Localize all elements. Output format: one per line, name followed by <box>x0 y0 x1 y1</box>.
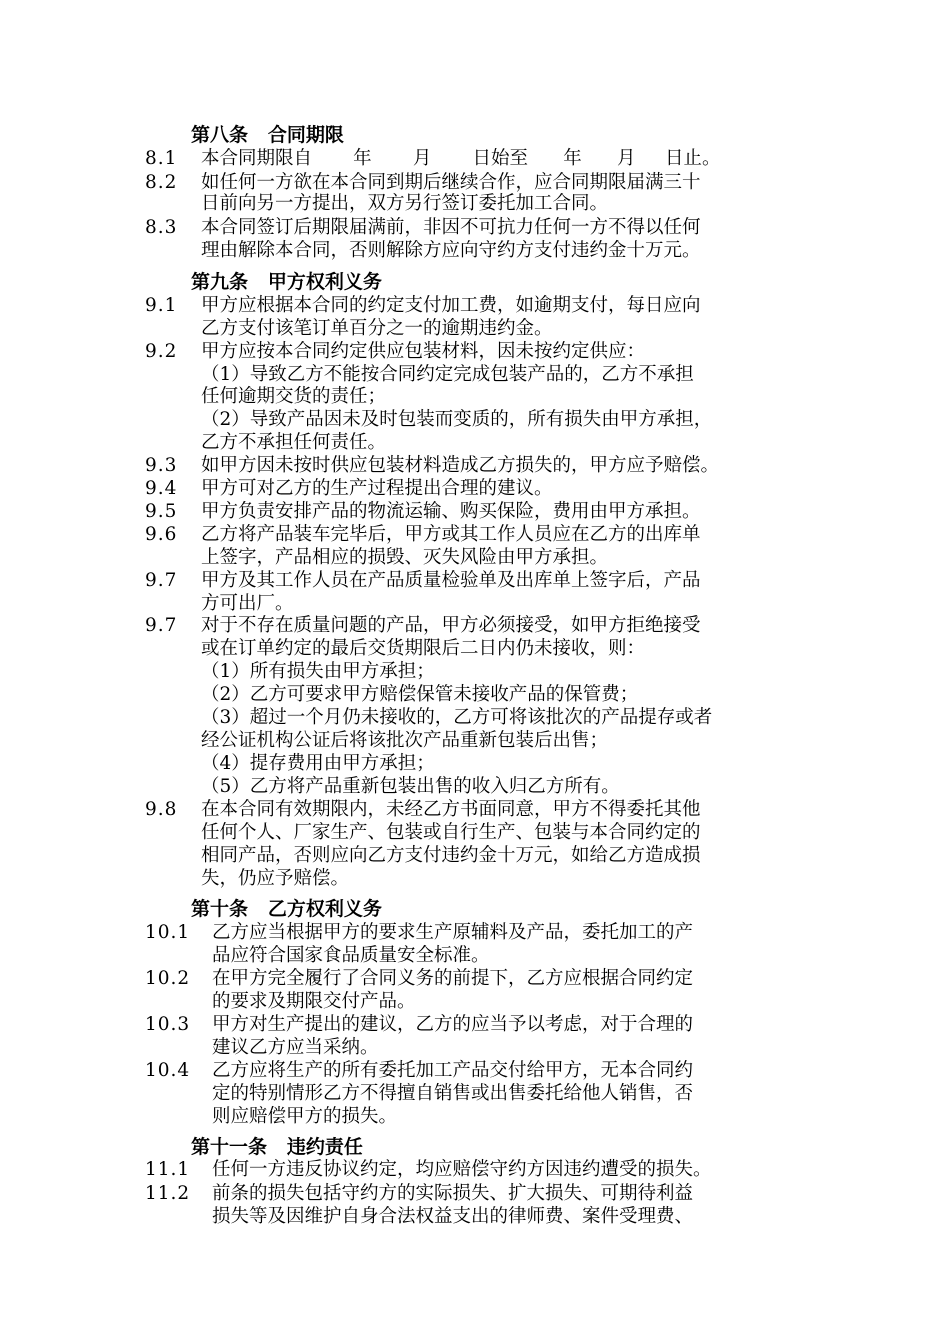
clause-number: 10.3 <box>145 1014 191 1035</box>
clause-text: 在甲方完全履行了合同义务的前提下，乙方应根据合同约定 <box>212 968 694 989</box>
clause-text: 或在订单约定的最后交货期限后二日内仍未接收，则： <box>201 638 646 659</box>
clause-number: 9.2 <box>145 341 178 362</box>
clause-number: 9.7 <box>145 615 178 636</box>
clause-number: 8.1 <box>145 148 178 169</box>
clause-number: 9.1 <box>145 295 178 316</box>
clause-text: 经公证机构公证后将该批次产品重新包装后出售； <box>201 730 609 751</box>
section-heading-10: 第十条 乙方权利义务 <box>191 898 382 920</box>
clause-text: 上签字，产品相应的损毁、灭失风险由甲方承担。 <box>201 547 609 568</box>
clause-number: 9.8 <box>145 799 178 820</box>
clause-text: 乙方不承担任何责任。 <box>201 432 387 453</box>
clause-number: 9.5 <box>145 501 178 522</box>
clause-text: 如任何一方欲在本合同到期后继续合作，应合同期限届满三十 <box>201 172 701 193</box>
clause-number: 8.2 <box>145 172 178 193</box>
clause-text: （5）乙方将产品重新包装出售的收入归乙方所有。 <box>201 776 620 797</box>
clause-text: （4）提存费用由甲方承担； <box>201 753 435 774</box>
clause-number: 10.1 <box>145 922 191 943</box>
clause-text: 甲方可对乙方的生产过程提出合理的建议。 <box>201 478 553 499</box>
clause-text: （2）导致产品因未及时包装而变质的，所有损失由甲方承担， <box>201 409 713 430</box>
clause-text: 损失等及因维护自身合法权益支出的律师费、案件受理费、 <box>212 1206 694 1227</box>
clause-text: 本合同签订后期限届满前，非因不可抗力任何一方不得以任何 <box>201 217 701 238</box>
clause-text: 前条的损失包括守约方的实际损失、扩大损失、可期待利益 <box>212 1183 694 1204</box>
clause-text: 日前向另一方提出，双方另行签订委托加工合同。 <box>201 193 609 214</box>
clause-text: 任何逾期交货的责任； <box>201 386 387 407</box>
clause-text: 则应赔偿甲方的损失。 <box>212 1106 398 1127</box>
clause-text: 甲方应按本合同约定供应包装材料，因未按约定供应： <box>201 341 646 362</box>
clause-number: 11.1 <box>145 1159 191 1180</box>
clause-text: 甲方负责安排产品的物流运输、购买保险，费用由甲方承担。 <box>201 501 701 522</box>
clause-text: 品应符合国家食品质量安全标准。 <box>212 945 490 966</box>
section-heading-8: 第八条 合同期限 <box>191 124 344 146</box>
clause-text: 在本合同有效期限内，未经乙方书面同意，甲方不得委托其他 <box>201 799 701 820</box>
clause-number: 11.2 <box>145 1183 191 1204</box>
section-heading-9: 第九条 甲方权利义务 <box>191 271 382 293</box>
clause-number: 8.3 <box>145 217 178 238</box>
clause-text: 对于不存在质量问题的产品，甲方必须接受，如甲方拒绝接受 <box>201 615 701 636</box>
clause-text: 定的特别情形乙方不得擅自销售或出售委托给他人销售，否 <box>212 1083 694 1104</box>
clause-number: 10.2 <box>145 968 191 989</box>
clause-text: 相同产品，否则应向乙方支付违约金十万元，如给乙方造成损 <box>201 845 701 866</box>
clause-text: 建议乙方应当采纳。 <box>212 1037 379 1058</box>
clause-text: 甲方对生产提出的建议，乙方的应当予以考虑，对于合理的 <box>212 1014 694 1035</box>
clause-text: （1）所有损失由甲方承担； <box>201 661 435 682</box>
clause-text: 任何个人、厂家生产、包装或自行生产、包装与本合同约定的 <box>201 822 701 843</box>
clause-text: 理由解除本合同，否则解除方应向守约方支付违约金十万元。 <box>201 240 701 261</box>
clause-text: （1）导致乙方不能按合同约定完成包装产品的，乙方不承担 <box>201 364 694 385</box>
clause-number: 9.3 <box>145 455 178 476</box>
clause-text: 失，仍应予赔偿。 <box>201 868 350 889</box>
clause-text: 乙方应当根据甲方的要求生产原辅料及产品，委托加工的产 <box>212 922 694 943</box>
clause-text: 乙方应将生产的所有委托加工产品交付给甲方，无本合同约 <box>212 1060 694 1081</box>
clause-number: 10.4 <box>145 1060 191 1081</box>
clause-number: 9.6 <box>145 524 178 545</box>
clause-text: （2）乙方可要求甲方赔偿保管未接收产品的保管费； <box>201 684 639 705</box>
clause-text: 任何一方违反协议约定，均应赔偿守约方因违约遭受的损失。 <box>212 1159 712 1180</box>
clause-text: （3）超过一个月仍未接收的，乙方可将该批次的产品提存或者 <box>201 707 713 728</box>
clause-text: 甲方应根据本合同的约定支付加工费，如逾期支付，每日应向 <box>201 295 701 316</box>
clause-text: 方可出厂。 <box>201 593 294 614</box>
section-heading-11: 第十一条 违约责任 <box>191 1136 363 1158</box>
clause-text: 的要求及期限交付产品。 <box>212 991 416 1012</box>
clause-text: 甲方及其工作人员在产品质量检验单及出库单上签字后，产品 <box>201 570 701 591</box>
clause-number: 9.7 <box>145 570 178 591</box>
clause-text: 如甲方因未按时供应包装材料造成乙方损失的，甲方应予赔偿。 <box>201 455 720 476</box>
clause-text: 乙方支付该笔订单百分之一的逾期违约金。 <box>201 318 553 339</box>
clause-text: 本合同期限自 年 月 日始至 年 月 日止。 <box>201 148 721 169</box>
clause-text: 乙方将产品装车完毕后，甲方或其工作人员应在乙方的出库单 <box>201 524 701 545</box>
clause-number: 9.4 <box>145 478 178 499</box>
